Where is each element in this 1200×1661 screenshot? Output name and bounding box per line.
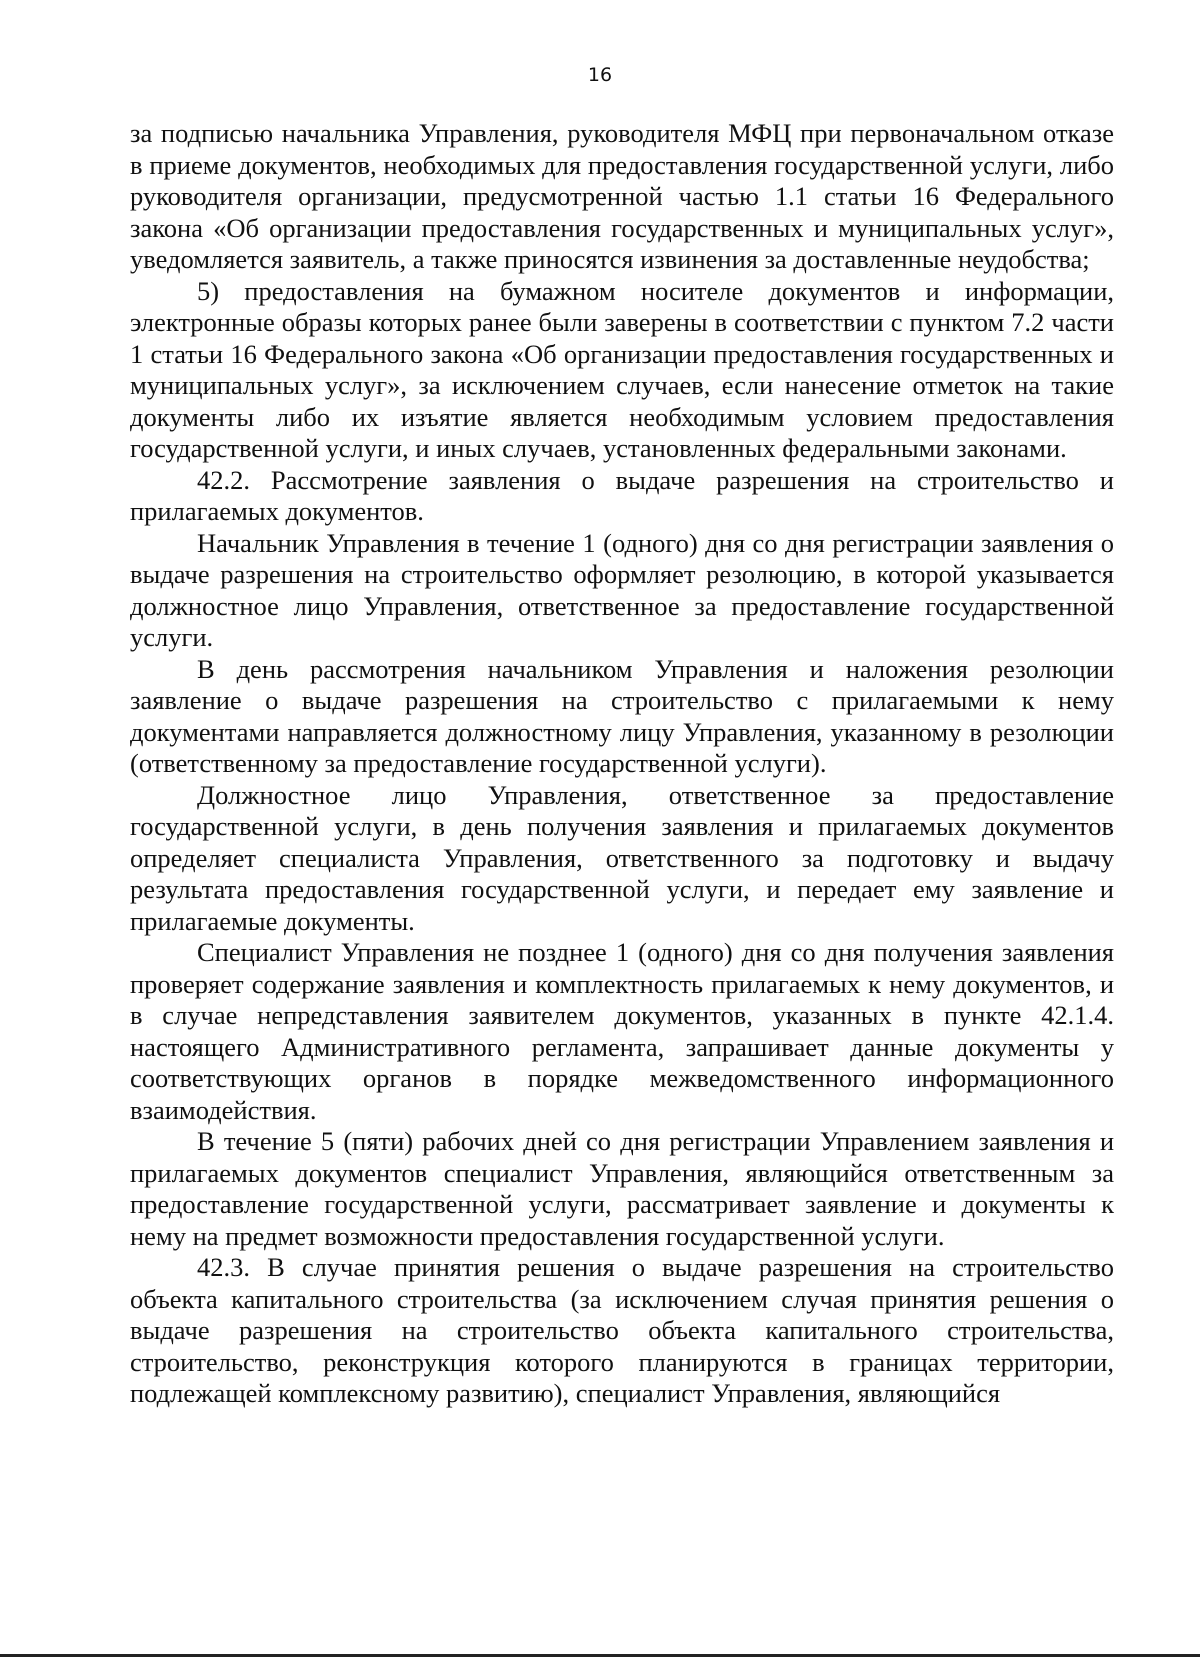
paragraph-head-resolution: Начальник Управления в течение 1 (одного) дня со дня регистрации заявления о выдаче разрешения на строительство оформляет резолюцию, в которой указывается должностное лицо Управления, ответственное за предоставление государственной услуги. xyxy=(130,527,1114,652)
paragraph-specialist-check: Специалист Управления не позднее 1 (одного) дня со дня получения заявления проверяет содержание заявления и комплектность прилагаемых к нему документов, и в случае непредставления заявителем документов, указанных в пункте 42.1.4. настоящего Административного регламента, запрашивает данные документы у соответствующих органов в порядке межведомственного информационного взаимодействия. xyxy=(130,937,1114,1125)
paragraph-continuation: за подписью начальника Управления, руководителя МФЦ при первоначальном отказе в приеме документов, необходимых для предоставления государственной услуги, либо руководителя организации, предусмотренной частью 1.1 статьи 16 Федерального закона «Об организации предоставления государственных и муниципальных услуг», уведомляется заявитель, а также приносятся извинения за доставленные неудобства; xyxy=(130,118,1114,274)
scan-bottom-edge xyxy=(0,1654,1200,1657)
paragraph-official-assigns: Должностное лицо Управления, ответственное за предоставление государственной услуги, в день получения заявления и прилагаемых документов определяет специалиста Управления, ответственного за подготовку и выдачу результата предоставления государственной услуги, и передает ему заявление и прилагаемые документы. xyxy=(130,779,1114,936)
paragraph-review-period: В течение 5 (пяти) рабочих дней со дня регистрации Управлением заявления и прилагаемых документов специалист Управления, являющийся ответственным за предоставление государственной услуги, рассматривает заявление и документы к нему на предмет возможности предоставления государственной услуги. xyxy=(130,1126,1114,1251)
paragraph-forwarding: В день рассмотрения начальником Управления и наложения резолюции заявление о выдаче разрешения на строительство с прилагаемыми к нему документами направляется должностному лицу Управления, указанному в резолюции (ответственному за предоставление государственной услуги). xyxy=(130,653,1114,778)
document-body xyxy=(130,118,1114,1410)
page-number: 16 xyxy=(587,64,613,86)
paragraph-section-42-3: 42.3. В случае принятия решения о выдаче разрешения на строительство объекта капитального строительства (за исключением случая принятия решения о выдаче разрешения на строительство объекта капитального строительства, строительство, реконструкция которого планируются в границах территории, подлежащей комплексному развитию), специалист Управления, являющийся xyxy=(130,1252,1114,1408)
paragraph-section-42-2: 42.2. Рассмотрение заявления о выдаче разрешения на строительство и прилагаемых документов. xyxy=(130,464,1114,526)
paragraph-item-5: 5) предоставления на бумажном носителе документов и информации, электронные образы которых ранее были заверены в соответствии с пунктом 7.2 части 1 статьи 16 Федерального закона «Об организации предоставления государственных и муниципальных услуг», за исключением случаев, если нанесение отметок на такие документы либо их изъятие является необходимым условием предоставления государственной услуги, и иных случаев, установленных федеральными законами. xyxy=(130,275,1114,463)
